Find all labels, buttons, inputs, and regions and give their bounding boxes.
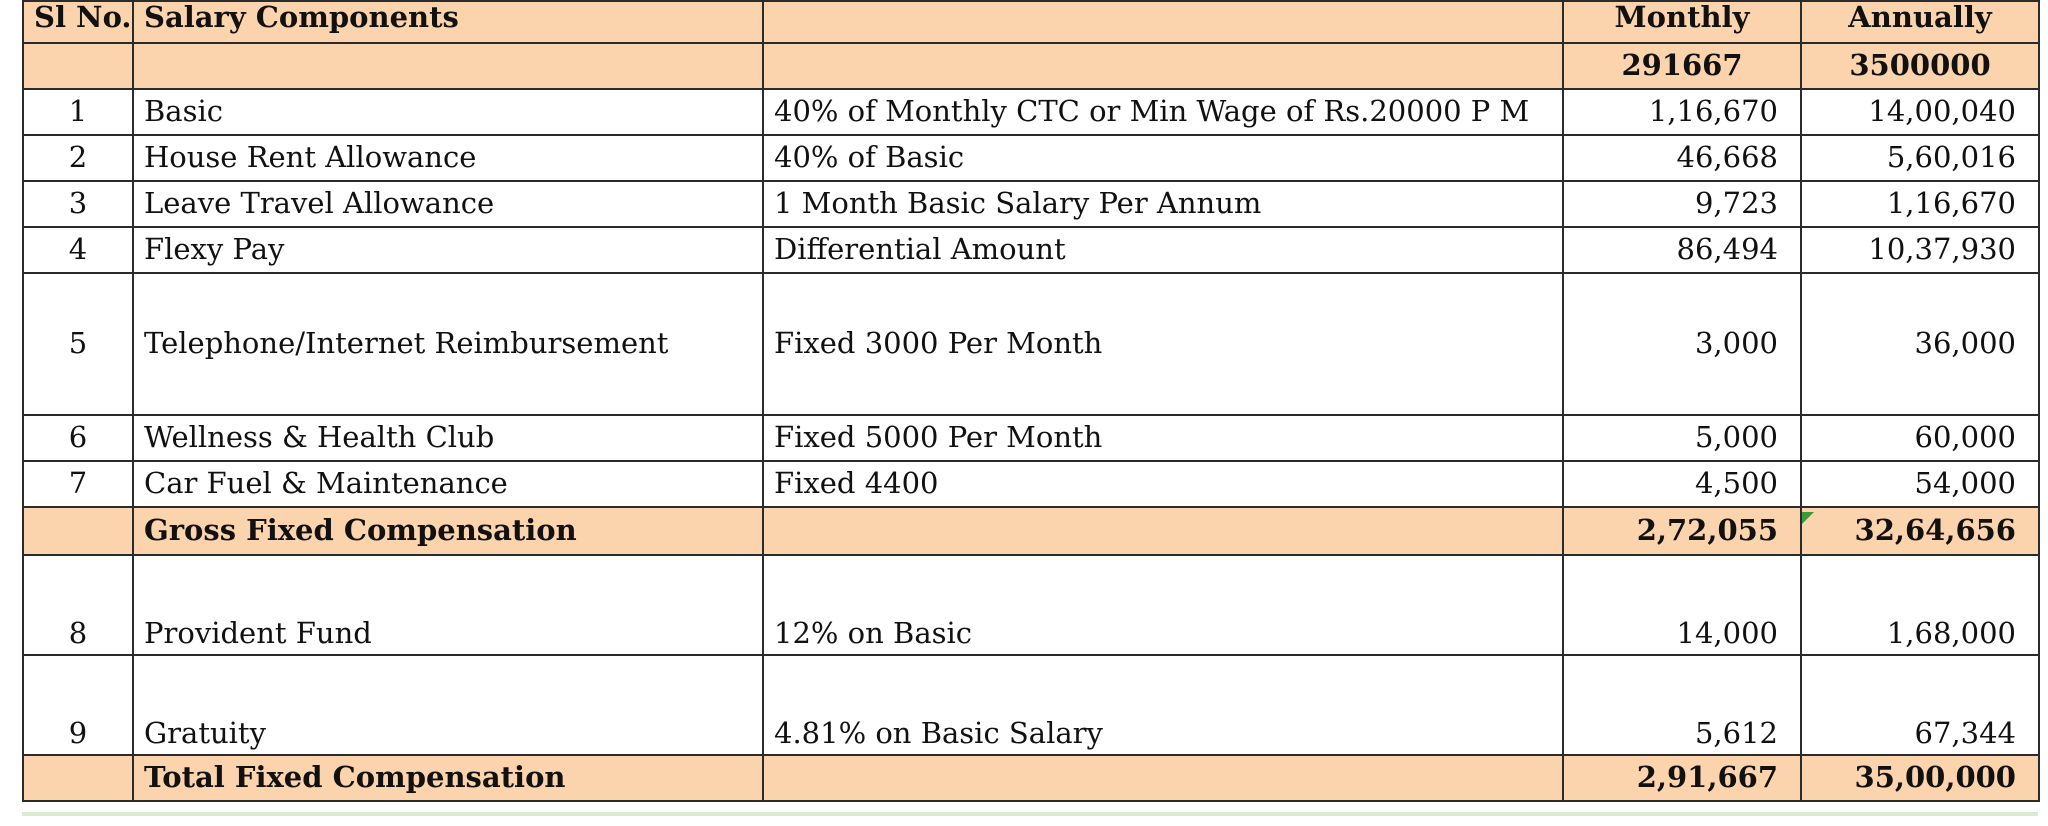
row-sl: 7 <box>23 461 133 507</box>
total-label: Total Fixed Compensation <box>133 755 763 801</box>
row-description: 12% on Basic <box>763 555 1563 655</box>
ctc-blank-sl <box>23 43 133 89</box>
row-annually: 1,16,670 <box>1801 181 2039 227</box>
table-row <box>23 461 2039 507</box>
row-annually: 36,000 <box>1801 273 2039 415</box>
table-row <box>23 273 2039 415</box>
row-component: Basic <box>133 89 763 135</box>
row-monthly: 1,16,670 <box>1563 89 1801 135</box>
row-monthly: 86,494 <box>1563 227 1801 273</box>
salary-table <box>22 0 2040 802</box>
sheet-bottom-edge <box>22 812 2038 816</box>
header-row <box>23 1 2039 43</box>
row-monthly: 4,500 <box>1563 461 1801 507</box>
row-description: Differential Amount <box>763 227 1563 273</box>
row-annually: 5,60,016 <box>1801 135 2039 181</box>
header-monthly: Monthly <box>1563 1 1801 43</box>
header-component: Salary Components <box>133 1 763 43</box>
row-component: Flexy Pay <box>133 227 763 273</box>
header-sl-no: Sl No. <box>23 1 133 43</box>
row-monthly: 5,612 <box>1563 655 1801 755</box>
row-annually: 14,00,040 <box>1801 89 2039 135</box>
gross-label: Gross Fixed Compensation <box>133 507 763 555</box>
row-sl: 4 <box>23 227 133 273</box>
row-description: Fixed 3000 Per Month <box>763 273 1563 415</box>
row-description: 1 Month Basic Salary Per Annum <box>763 181 1563 227</box>
total-row <box>23 755 2039 801</box>
gross-annually: 32,64,656 <box>1801 507 2039 555</box>
row-monthly: 3,000 <box>1563 273 1801 415</box>
gross-row <box>23 507 2039 555</box>
total-monthly: 2,91,667 <box>1563 755 1801 801</box>
ctc-annually: 3500000 <box>1801 43 2039 89</box>
row-description: Fixed 5000 Per Month <box>763 415 1563 461</box>
row-component: Telephone/Internet Reimbursement <box>133 273 763 415</box>
row-monthly: 14,000 <box>1563 555 1801 655</box>
row-sl: 2 <box>23 135 133 181</box>
row-component: Leave Travel Allowance <box>133 181 763 227</box>
ctc-blank-description <box>763 43 1563 89</box>
row-sl: 9 <box>23 655 133 755</box>
row-component: House Rent Allowance <box>133 135 763 181</box>
row-annually: 60,000 <box>1801 415 2039 461</box>
header-annually: Annually <box>1801 1 2039 43</box>
gross-blank-description <box>763 507 1563 555</box>
row-description: 4.81% on Basic Salary <box>763 655 1563 755</box>
gross-blank-sl <box>23 507 133 555</box>
table-row <box>23 415 2039 461</box>
row-annually: 10,37,930 <box>1801 227 2039 273</box>
row-description: 40% of Basic <box>763 135 1563 181</box>
table-row <box>23 555 2039 655</box>
row-description: Fixed 4400 <box>763 461 1563 507</box>
table-row <box>23 227 2039 273</box>
row-description: 40% of Monthly CTC or Min Wage of Rs.20000 P M <box>763 89 1563 135</box>
ctc-monthly: 291667 <box>1563 43 1801 89</box>
total-annually: 35,00,000 <box>1801 755 2039 801</box>
table-row <box>23 655 2039 755</box>
row-component: Gratuity <box>133 655 763 755</box>
row-annually: 67,344 <box>1801 655 2039 755</box>
gross-monthly: 2,72,055 <box>1563 507 1801 555</box>
header-description <box>763 1 1563 43</box>
row-sl: 1 <box>23 89 133 135</box>
table-row <box>23 135 2039 181</box>
row-sl: 8 <box>23 555 133 655</box>
row-component: Provident Fund <box>133 555 763 655</box>
row-annually: 1,68,000 <box>1801 555 2039 655</box>
row-annually: 54,000 <box>1801 461 2039 507</box>
row-sl: 5 <box>23 273 133 415</box>
total-blank-description <box>763 755 1563 801</box>
row-monthly: 9,723 <box>1563 181 1801 227</box>
row-component: Car Fuel & Maintenance <box>133 461 763 507</box>
row-monthly: 5,000 <box>1563 415 1801 461</box>
row-sl: 3 <box>23 181 133 227</box>
ctc-blank-component <box>133 43 763 89</box>
table-row <box>23 181 2039 227</box>
row-sl: 6 <box>23 415 133 461</box>
row-monthly: 46,668 <box>1563 135 1801 181</box>
total-blank-sl <box>23 755 133 801</box>
cell-comment-marker <box>1802 512 1814 524</box>
row-component: Wellness & Health Club <box>133 415 763 461</box>
ctc-row <box>23 43 2039 89</box>
table-row <box>23 89 2039 135</box>
